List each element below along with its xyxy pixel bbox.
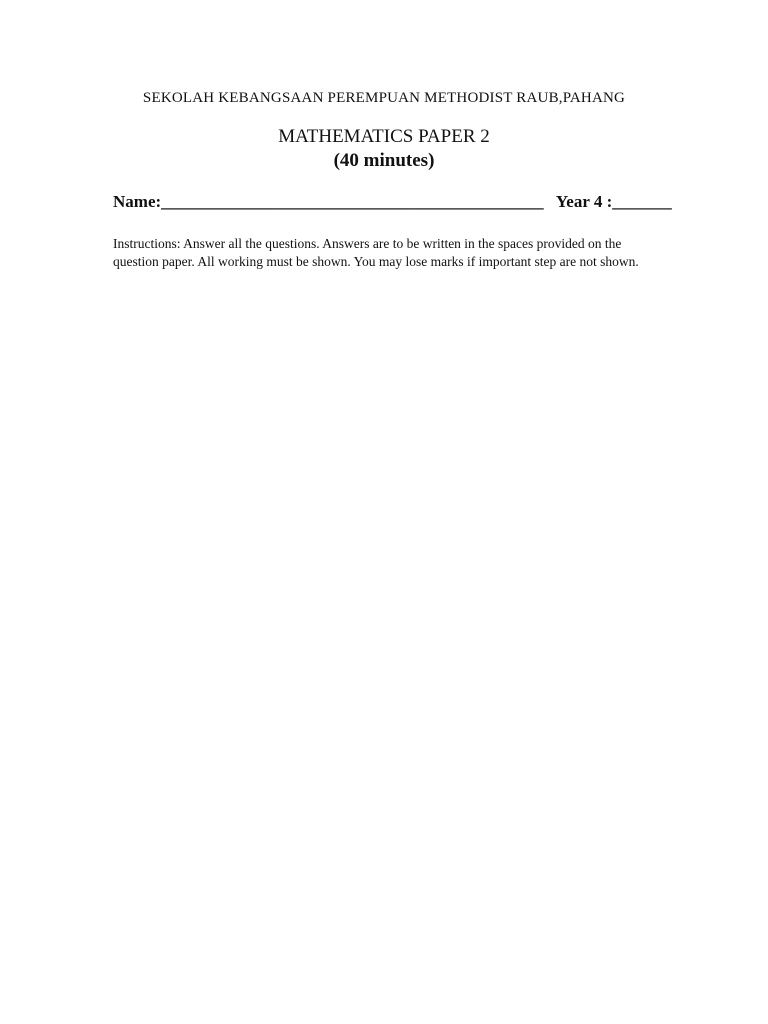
paper-duration: (40 minutes)	[333, 150, 435, 171]
name-field: Name:_____________________________________________	[113, 192, 544, 211]
student-info-row	[113, 192, 673, 212]
instructions-text: Instructions: Answer all the questions. Answers are to be written in the spaces provided on the question paper. All working must be shown. You may lose marks if important step are not shown.	[113, 236, 639, 269]
paper-title: MATHEMATICS PAPER 2	[278, 126, 490, 147]
school-name: SEKOLAH KEBANGSAAN PEREMPUAN METHODIST RAUB,PAHANG	[142, 90, 626, 106]
year-field: Year 4 :_______	[555, 192, 672, 211]
